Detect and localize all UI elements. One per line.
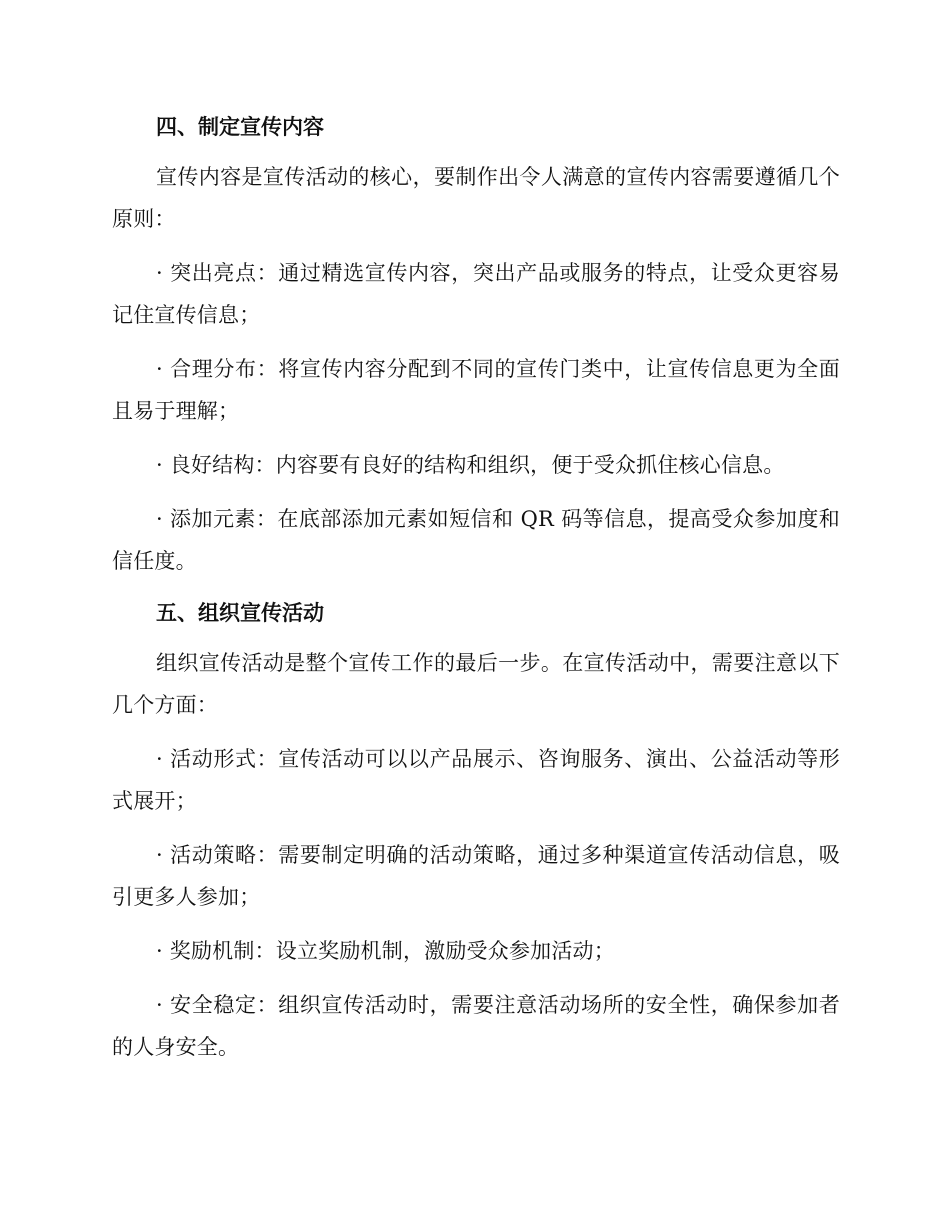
section-intro: 组织宣传活动是整个宣传工作的最后一步。在宣传活动中，需要注意以下几个方面： xyxy=(112,651,840,717)
document-page xyxy=(112,108,840,1080)
section-heading: 五、组织宣传活动 xyxy=(156,601,324,625)
bullet-item: · 活动形式：宣传活动可以以产品展示、咨询服务、演出、公益活动等形式展开； xyxy=(112,747,840,813)
bullet-item: · 合理分布：将宣传内容分配到不同的宣传门类中，让宣传信息更为全面且易于理解； xyxy=(112,357,840,423)
bullet-item: · 添加元素：在底部添加元素如短信和 QR 码等信息，提高受众参加度和信任度。 xyxy=(112,507,840,573)
bullet-item: · 奖励机制：设立奖励机制，激励受众参加活动； xyxy=(156,939,615,963)
bullet-item: · 安全稳定：组织宣传活动时，需要注意活动场所的安全性，确保参加者的人身安全。 xyxy=(112,993,840,1059)
section-intro: 宣传内容是宣传活动的核心，要制作出令人满意的宣传内容需要遵循几个原则： xyxy=(112,165,840,231)
section-heading: 四、制定宣传内容 xyxy=(156,115,324,139)
bullet-item: · 活动策略：需要制定明确的活动策略，通过多种渠道宣传活动信息，吸引更多人参加； xyxy=(112,843,840,909)
bullet-item: · 突出亮点：通过精选宣传内容，突出产品或服务的特点，让受众更容易记住宣传信息； xyxy=(112,261,840,327)
section-organize-activity xyxy=(112,594,840,1068)
section-content-planning xyxy=(112,108,840,582)
bullet-item: · 良好结构：内容要有良好的结构和组织，便于受众抓住核心信息。 xyxy=(156,453,785,477)
